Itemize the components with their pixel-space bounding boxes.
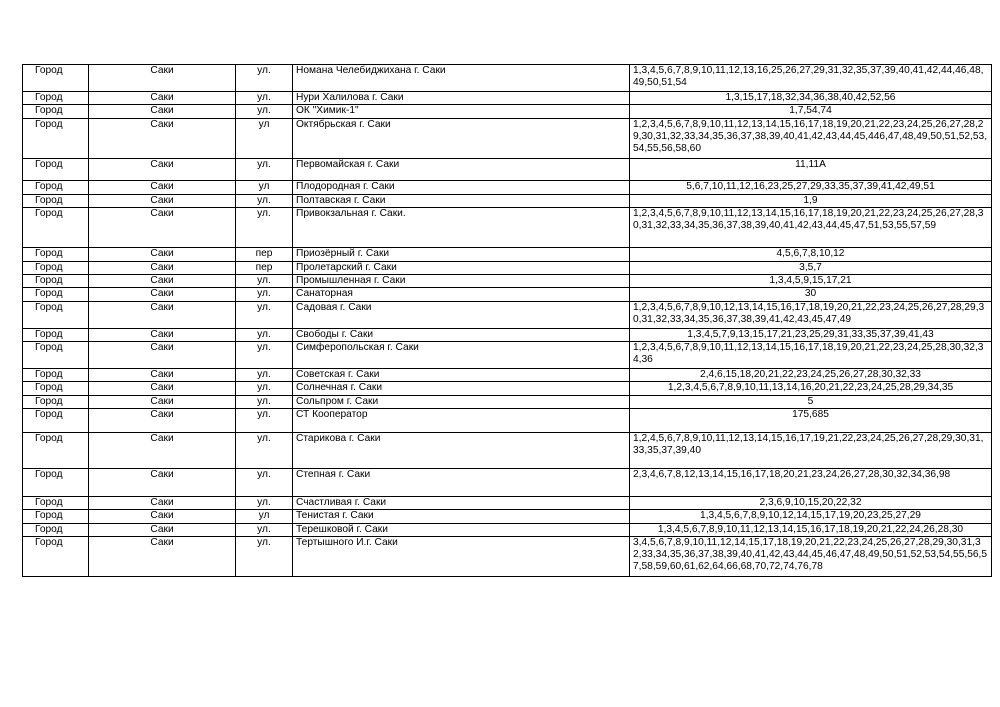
street-kind-cell: ул. xyxy=(236,369,293,382)
house-numbers-cell: 1,3,4,5,7,9,13,15,17,21,23,25,29,31,33,35,37,39,41,43 xyxy=(630,328,992,341)
street-name-cell: Октябрьская г. Саки xyxy=(293,118,630,158)
city-cell: Саки xyxy=(89,468,236,496)
settlement-type-cell: Город xyxy=(23,432,89,468)
city-cell: Саки xyxy=(89,65,236,92)
settlement-type-cell: Город xyxy=(23,65,89,92)
table-row xyxy=(23,395,992,408)
settlement-type-cell: Город xyxy=(23,496,89,509)
city-cell: Саки xyxy=(89,207,236,247)
house-numbers-cell: 2,4,6,15,18,20,21,22,23,24,25,26,27,28,30,32,33 xyxy=(630,369,992,382)
city-cell: Саки xyxy=(89,523,236,536)
table-row xyxy=(23,301,992,328)
table-row xyxy=(23,510,992,523)
street-kind-cell: ул xyxy=(236,180,293,194)
street-name-cell: Сольпром г. Саки xyxy=(293,395,630,408)
table-row xyxy=(23,118,992,158)
table-row xyxy=(23,468,992,496)
street-kind-cell: ул. xyxy=(236,382,293,395)
table-row xyxy=(23,261,992,274)
street-name-cell: Привокзальная г. Саки. xyxy=(293,207,630,247)
house-numbers-cell: 1,2,3,4,5,6,7,8,9,10,12,13,14,15,16,17,18,19,20,21,22,23,24,25,26,27,28,29,30,31,32,33,34,35,36,37,38,39,41,42,43,45,47,49 xyxy=(630,301,992,328)
settlement-type-cell: Город xyxy=(23,468,89,496)
street-kind-cell: ул. xyxy=(236,301,293,328)
house-numbers-cell: 5,6,7,10,11,12,16,23,25,27,29,33,35,37,39,41,42,49,51 xyxy=(630,180,992,194)
table-row xyxy=(23,369,992,382)
house-numbers-cell: 11,11А xyxy=(630,158,992,180)
settlement-type-cell: Город xyxy=(23,92,89,105)
settlement-type-cell: Город xyxy=(23,382,89,395)
street-kind-cell: ул. xyxy=(236,496,293,509)
city-cell: Саки xyxy=(89,382,236,395)
street-name-cell: Симферопольская г. Саки xyxy=(293,342,630,369)
city-cell: Саки xyxy=(89,275,236,288)
street-kind-cell: ул. xyxy=(236,288,293,301)
city-cell: Саки xyxy=(89,105,236,118)
city-cell: Саки xyxy=(89,301,236,328)
settlement-type-cell: Город xyxy=(23,301,89,328)
house-numbers-cell: 1,3,4,5,6,7,8,9,10,12,14,15,17,19,20,23,25,27,29 xyxy=(630,510,992,523)
settlement-type-cell: Город xyxy=(23,369,89,382)
table-row xyxy=(23,158,992,180)
settlement-type-cell: Город xyxy=(23,288,89,301)
house-numbers-cell: 1,2,3,4,5,6,7,8,9,10,11,12,13,14,15,16,17,18,19,20,21,22,23,24,25,26,27,28,29,30,31,32,33,34,35,36,37,38,39,40,41,42,43,44,45,446,47,48,49,50,51,52,53,54,55,56,58,60 xyxy=(630,118,992,158)
city-cell: Саки xyxy=(89,408,236,432)
street-name-cell: Номана Челебиджихана г. Саки xyxy=(293,65,630,92)
street-name-cell: Полтавская г. Саки xyxy=(293,194,630,207)
house-numbers-cell: 3,4,5,6,7,8,9,10,11,12,14,15,17,18,19,20,21,22,23,24,25,26,27,28,29,30,31,32,33,34,35,36,37,38,39,40,41,42,43,44,45,46,47,48,49,50,51,52,53,54,55,56,57,58,59,60,61,62,64,66,68,70,72,74,76,78 xyxy=(630,536,992,576)
street-name-cell: Пролетарский г. Саки xyxy=(293,261,630,274)
city-cell: Саки xyxy=(89,328,236,341)
street-kind-cell: ул. xyxy=(236,65,293,92)
table-row xyxy=(23,288,992,301)
street-name-cell: Садовая г. Саки xyxy=(293,301,630,328)
settlement-type-cell: Город xyxy=(23,510,89,523)
table-row xyxy=(23,105,992,118)
street-name-cell: Степная г. Саки xyxy=(293,468,630,496)
table-row xyxy=(23,536,992,576)
house-numbers-cell: 1,3,4,5,6,7,8,9,10,11,12,13,16,25,26,27,29,31,32,35,37,39,40,41,42,44,46,48,49,50,51,54 xyxy=(630,65,992,92)
house-numbers-cell: 1,3,15,17,18,32,34,36,38,40,42,52,56 xyxy=(630,92,992,105)
street-name-cell: Свободы г. Саки xyxy=(293,328,630,341)
house-numbers-cell: 175,685 xyxy=(630,408,992,432)
street-name-cell: Счастливая г. Саки xyxy=(293,496,630,509)
city-cell: Саки xyxy=(89,180,236,194)
street-kind-cell: ул. xyxy=(236,408,293,432)
house-numbers-cell: 5 xyxy=(630,395,992,408)
settlement-type-cell: Город xyxy=(23,158,89,180)
city-cell: Саки xyxy=(89,247,236,261)
city-cell: Саки xyxy=(89,118,236,158)
street-name-cell: Нури Халилова г. Саки xyxy=(293,92,630,105)
house-numbers-cell: 1,2,3,4,5,6,7,8,9,10,11,12,13,14,15,16,17,18,19,20,21,22,23,24,25,26,27,28,30,31,32,33,34,35,36,37,38,39,40,41,42,43,44,45,47,51,53,55,57,59 xyxy=(630,207,992,247)
city-cell: Саки xyxy=(89,395,236,408)
city-cell: Саки xyxy=(89,432,236,468)
house-numbers-cell: 1,3,4,5,6,7,8,9,10,11,12,13,14,15,16,17,18,19,20,21,22,24,26,28,30 xyxy=(630,523,992,536)
street-kind-cell: ул. xyxy=(236,207,293,247)
street-kind-cell: ул. xyxy=(236,342,293,369)
city-cell: Саки xyxy=(89,288,236,301)
address-table-body xyxy=(23,65,992,577)
street-kind-cell: ул. xyxy=(236,194,293,207)
house-numbers-cell: 1,3,4,5,9,15,17,21 xyxy=(630,275,992,288)
street-name-cell: Первомайская г. Саки xyxy=(293,158,630,180)
street-name-cell: Солнечная г. Саки xyxy=(293,382,630,395)
street-name-cell: Санаторная xyxy=(293,288,630,301)
table-row xyxy=(23,65,992,92)
city-cell: Саки xyxy=(89,92,236,105)
street-kind-cell: ул xyxy=(236,118,293,158)
street-kind-cell: ул. xyxy=(236,105,293,118)
house-numbers-cell: 2,3,4,6,7,8,12,13,14,15,16,17,18,20,21,23,24,26,27,28,30,32,34,36,98 xyxy=(630,468,992,496)
house-numbers-cell: 30 xyxy=(630,288,992,301)
settlement-type-cell: Город xyxy=(23,328,89,341)
settlement-type-cell: Город xyxy=(23,118,89,158)
street-kind-cell: ул. xyxy=(236,523,293,536)
city-cell: Саки xyxy=(89,496,236,509)
house-numbers-cell: 3,5,7 xyxy=(630,261,992,274)
settlement-type-cell: Город xyxy=(23,342,89,369)
street-name-cell: Плодородная г. Саки xyxy=(293,180,630,194)
city-cell: Саки xyxy=(89,261,236,274)
city-cell: Саки xyxy=(89,369,236,382)
street-kind-cell: ул. xyxy=(236,468,293,496)
settlement-type-cell: Город xyxy=(23,275,89,288)
street-name-cell: Терешковой г. Саки xyxy=(293,523,630,536)
settlement-type-cell: Город xyxy=(23,523,89,536)
settlement-type-cell: Город xyxy=(23,105,89,118)
table-row xyxy=(23,342,992,369)
street-kind-cell: пер xyxy=(236,247,293,261)
table-row xyxy=(23,523,992,536)
street-kind-cell: ул. xyxy=(236,92,293,105)
street-name-cell: СТ Кооператор xyxy=(293,408,630,432)
settlement-type-cell: Город xyxy=(23,536,89,576)
table-row xyxy=(23,92,992,105)
street-name-cell: Промышленная г. Саки xyxy=(293,275,630,288)
street-name-cell: Советская г. Саки xyxy=(293,369,630,382)
table-row xyxy=(23,432,992,468)
settlement-type-cell: Город xyxy=(23,261,89,274)
street-kind-cell: ул. xyxy=(236,275,293,288)
table-row xyxy=(23,275,992,288)
settlement-type-cell: Город xyxy=(23,395,89,408)
house-numbers-cell: 1,2,3,4,5,6,7,8,9,10,11,13,14,16,20,21,22,23,24,25,28,29,34,35 xyxy=(630,382,992,395)
street-name-cell: Старикова г. Саки xyxy=(293,432,630,468)
city-cell: Саки xyxy=(89,510,236,523)
street-kind-cell: ул. xyxy=(236,328,293,341)
settlement-type-cell: Город xyxy=(23,247,89,261)
street-name-cell: Тенистая г. Саки xyxy=(293,510,630,523)
table-row xyxy=(23,382,992,395)
settlement-type-cell: Город xyxy=(23,207,89,247)
street-name-cell: Тертышного И.г. Саки xyxy=(293,536,630,576)
table-row xyxy=(23,408,992,432)
street-kind-cell: ул. xyxy=(236,395,293,408)
settlement-type-cell: Город xyxy=(23,408,89,432)
city-cell: Саки xyxy=(89,536,236,576)
table-row xyxy=(23,194,992,207)
settlement-type-cell: Город xyxy=(23,194,89,207)
city-cell: Саки xyxy=(89,342,236,369)
house-numbers-cell: 4,5,6,7,8,10,12 xyxy=(630,247,992,261)
street-name-cell: Приозёрный г. Саки xyxy=(293,247,630,261)
house-numbers-cell: 1,7,54,74 xyxy=(630,105,992,118)
city-cell: Саки xyxy=(89,158,236,180)
house-numbers-cell: 1,2,3,4,5,6,7,8,9,10,11,12,13,14,15,16,17,18,19,20,21,22,23,24,25,28,30,32,34,36 xyxy=(630,342,992,369)
house-numbers-cell: 2,3,6,9,10,15,20,22,32 xyxy=(630,496,992,509)
settlement-type-cell: Город xyxy=(23,180,89,194)
table-row xyxy=(23,496,992,509)
address-table xyxy=(22,64,992,577)
table-row xyxy=(23,207,992,247)
table-row xyxy=(23,328,992,341)
street-kind-cell: ул xyxy=(236,510,293,523)
street-kind-cell: ул. xyxy=(236,432,293,468)
house-numbers-cell: 1,2,4,5,6,7,8,9,10,11,12,13,14,15,16,17,19,21,22,23,24,25,26,27,28,29,30,31,33,35,37,39,40 xyxy=(630,432,992,468)
city-cell: Саки xyxy=(89,194,236,207)
street-kind-cell: ул. xyxy=(236,158,293,180)
table-row xyxy=(23,247,992,261)
street-kind-cell: ул. xyxy=(236,536,293,576)
street-name-cell: ОК "Химик-1" xyxy=(293,105,630,118)
table-row xyxy=(23,180,992,194)
street-kind-cell: пер xyxy=(236,261,293,274)
house-numbers-cell: 1,9 xyxy=(630,194,992,207)
